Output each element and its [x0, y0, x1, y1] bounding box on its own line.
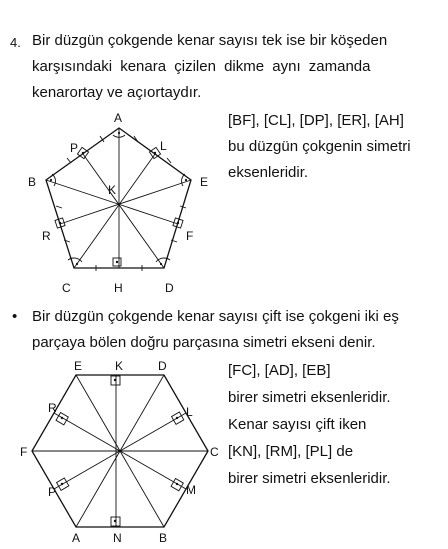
label-P: P — [48, 485, 57, 499]
label-A: A — [114, 111, 123, 125]
label-K: K — [115, 359, 124, 373]
section2-line2: parçaya bölen doğru parçasına simetri ekseni denir. — [32, 334, 376, 351]
label-B: B — [28, 175, 37, 189]
label-D: D — [165, 281, 174, 295]
section1-side1: [BF], [CL], [DP], [ER], [AH] — [228, 112, 404, 129]
section2-side3: Kenar sayısı çift iken — [228, 416, 367, 433]
label-M: M — [186, 483, 196, 497]
section2-side5: birer simetri eksenleridir. — [228, 470, 391, 487]
section2-line1: Bir düzgün çokgende kenar sayısı çift ise çokgeni iki eş — [32, 308, 399, 325]
label-R: R — [48, 401, 57, 415]
section2-side4: [KN], [RM], [PL] de — [228, 443, 354, 460]
label-L: L — [186, 405, 193, 419]
label-P: P — [70, 141, 79, 155]
section1-line1: Bir düzgün çokgende kenar sayısı tek ise bir köşeden — [32, 32, 388, 49]
label-E: E — [74, 359, 83, 373]
hexagon-figure — [20, 356, 220, 546]
label-C: C — [62, 281, 71, 295]
label-R: R — [42, 229, 51, 243]
label-D: D — [158, 359, 167, 373]
section1-line3: kenarortay ve açıortaydır. — [32, 84, 202, 101]
section2-side2: birer simetri eksenleridir. — [228, 389, 391, 406]
section1-side3: eksenleridir. — [228, 164, 309, 181]
label-E: E — [200, 175, 209, 189]
bullet: • — [12, 308, 18, 325]
section1-line2: karşısındaki kenara çizilen dikme aynı zamanda — [32, 58, 371, 75]
label-K: K — [108, 183, 117, 197]
label-L: L — [160, 139, 167, 153]
label-B: B — [159, 531, 168, 545]
label-F: F — [186, 229, 194, 243]
item-number: 4. — [10, 35, 21, 50]
label-H: H — [114, 281, 123, 295]
label-F: F — [20, 445, 28, 459]
label-N: N — [113, 531, 122, 545]
label-C: C — [210, 445, 219, 459]
section1-side2: bu düzgün çokgenin simetri — [228, 138, 411, 155]
label-A: A — [72, 531, 81, 545]
pentagon-figure — [20, 108, 220, 298]
section2-side1: [FC], [AD], [EB] — [228, 362, 331, 379]
